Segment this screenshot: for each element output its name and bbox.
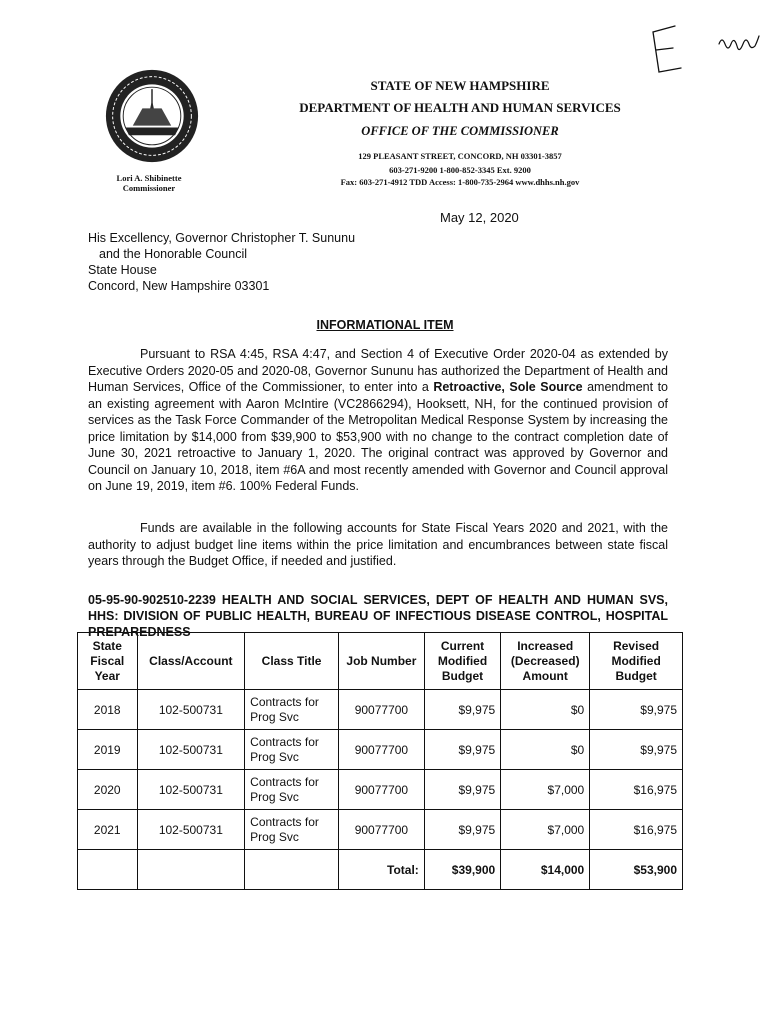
table-cell: Contracts for Prog Svc xyxy=(245,810,339,850)
table-cell: $0 xyxy=(501,730,590,770)
body-paragraph-1: Pursuant to RSA 4:45, RSA 4:47, and Section 4 of Executive Order 2020-04 as extended by Executive Orders 2020-05 and 2020-08, Governor Sununu has authorized the Department of Health and Human Services, Office of the Commissioner, to enter into a Retroactive, Sole Source amendment to an existing agreement with Aaron McIntire (VC2866294), Hooksett, NH, for the continued provision of services as the Task Force Commander of the Metropolitan Medical Response System by increasing the price limitation by $14,000 from $39,900 to $53,900 with no change to the contract completion date of June 30, 2021 retroactive to January 1, 2020. The original contract was approved by Governor and Council on January 10, 2018, item #6A and most recently amended with Governor and Council approval on June 19, 2019, item #6. 100% Federal Funds. xyxy=(88,347,668,493)
commissioner-name: Lori A. Shibinette xyxy=(116,173,182,183)
table-cell: $9,975 xyxy=(590,690,683,730)
table-cell: $16,975 xyxy=(590,770,683,810)
table-cell: 2020 xyxy=(78,770,138,810)
table-total-row xyxy=(78,850,683,890)
table-cell xyxy=(78,850,138,890)
recipient-line: Concord, New Hampshire 03301 xyxy=(88,279,270,293)
table-cell: Contracts for Prog Svc xyxy=(245,690,339,730)
table-row xyxy=(78,730,683,770)
table-cell: $9,975 xyxy=(424,690,500,730)
account-heading: 05-95-90-902510-2239 HEALTH AND SOCIAL SERVICES, DEPT OF HEALTH AND HUMAN SVS, HHS: DIVISION OF PUBLIC HEALTH, BUREAU OF INFECTIOUS DISEASE CONTROL, HOSPITAL PREPAREDNESS xyxy=(88,593,668,639)
table-cell: 90077700 xyxy=(338,770,424,810)
total-revised: $53,900 xyxy=(590,850,683,890)
recipient-address xyxy=(88,230,355,294)
table-cell: 90077700 xyxy=(338,730,424,770)
office-address: 129 PLEASANT STREET, CONCORD, NH 03301-3857 xyxy=(358,151,562,161)
column-header: State Fiscal Year xyxy=(78,633,138,690)
handwritten-initials xyxy=(716,26,762,68)
table-cell: $7,000 xyxy=(501,770,590,810)
table-cell: 102-500731 xyxy=(137,810,245,850)
table-cell: $7,000 xyxy=(501,810,590,850)
table-cell: $9,975 xyxy=(424,810,500,850)
table-cell xyxy=(137,850,245,890)
state-seal-logo xyxy=(104,68,200,164)
column-header: Class Title xyxy=(245,633,339,690)
table-cell: 102-500731 xyxy=(137,770,245,810)
recipient-line: State House xyxy=(88,263,157,277)
table-cell: 90077700 xyxy=(338,810,424,850)
table-cell: $16,975 xyxy=(590,810,683,850)
budget-table xyxy=(77,632,683,890)
table-cell: Contracts for Prog Svc xyxy=(245,770,339,810)
total-change: $14,000 xyxy=(501,850,590,890)
table-cell: 102-500731 xyxy=(137,730,245,770)
recipient-line: and the Honorable Council xyxy=(99,247,248,261)
office-phone: 603-271-9200 1-800-852-3345 Ext. 9200 xyxy=(389,165,531,175)
department-name: DEPARTMENT OF HEALTH AND HUMAN SERVICES xyxy=(299,100,621,115)
recipient-line: His Excellency, Governor Christopher T. Sununu xyxy=(88,231,356,245)
table-cell: $0 xyxy=(501,690,590,730)
column-header: Class/Account xyxy=(137,633,245,690)
handwritten-e-mark xyxy=(645,22,685,77)
table-header-row xyxy=(78,633,683,690)
column-header: Increased (Decreased) Amount xyxy=(501,633,590,690)
office-fax: Fax: 603-271-4912 TDD Access: 1-800-735-2964 www.dhhs.nh.gov xyxy=(340,177,580,187)
table-cell: $9,975 xyxy=(424,730,500,770)
letter-date: May 12, 2020 xyxy=(440,210,519,225)
commissioner-title: Commissioner xyxy=(122,183,176,193)
table-cell: 2019 xyxy=(78,730,138,770)
table-cell: 90077700 xyxy=(338,690,424,730)
table-cell: $9,975 xyxy=(590,730,683,770)
total-label: Total: xyxy=(338,850,424,890)
informational-item-heading: INFORMATIONAL ITEM xyxy=(316,318,454,332)
table-row xyxy=(78,770,683,810)
total-current: $39,900 xyxy=(424,850,500,890)
state-name: STATE OF NEW HAMPSHIRE xyxy=(370,78,550,93)
column-header: Current Modified Budget xyxy=(424,633,500,690)
body-paragraph-2: Funds are available in the following accounts for State Fiscal Years 2020 and 2021, with the authority to adjust budget line items within the price limitation and encumbrances between state fiscal years through the Budget Office, if needed and justified. xyxy=(88,521,668,568)
table-cell xyxy=(245,850,339,890)
table-cell: Contracts for Prog Svc xyxy=(245,730,339,770)
table-cell: 2018 xyxy=(78,690,138,730)
table-cell: $9,975 xyxy=(424,770,500,810)
column-header: Job Number xyxy=(338,633,424,690)
table-cell: 2021 xyxy=(78,810,138,850)
table-row xyxy=(78,690,683,730)
table-cell: 102-500731 xyxy=(137,690,245,730)
column-header: Revised Modified Budget xyxy=(590,633,683,690)
office-name: OFFICE OF THE COMMISSIONER xyxy=(361,124,559,138)
table-row xyxy=(78,810,683,850)
